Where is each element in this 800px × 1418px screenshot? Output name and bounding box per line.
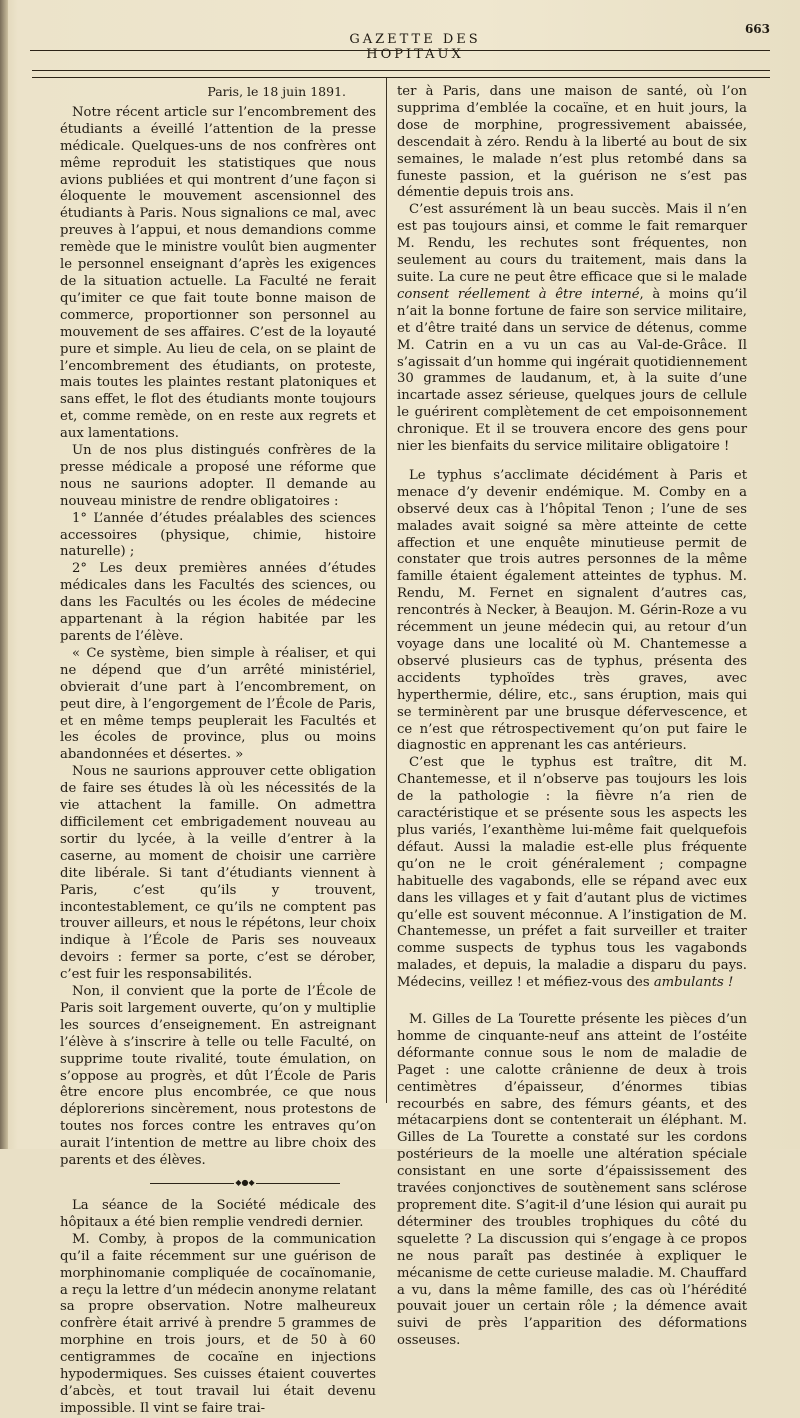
section-break	[397, 992, 747, 1012]
dateline: Paris, le 18 juin 1891.	[207, 84, 346, 99]
column-divider	[386, 78, 387, 1103]
left-column	[60, 84, 376, 1416]
ornament-rule-right	[256, 1183, 340, 1184]
paragraph-text: C’est que le typhus est traître, dit M. Chantemesse, et il n’observe pas toujours les lois de la pathologie : la fièvre n’a rien de caractéristique et se présente sous les aspects les plus variés, l’exanthème lui-même fait quelquefois défaut. Aussi la maladie est-elle plus fréquente qu’on ne le croit généralement ; compagne habituelle des vagabonds, elle se répand avec eux dans les villages et y fait d’autant plus de victimes qu’elle est souvent méconnue. A l’instigation de M. Chantemesse, un préfet a fait surveiller et traiter comme suspects de typhus tous les vagabonds malades, et depuis, la maladie a disparu du pays. Médecins, veillez ! et méfiez-vous des	[397, 755, 747, 991]
paragraph-text: C’est assurément là un beau succès. Mais il n’en est pas toujours ainsi, et comme le fait remarquer M. Rendu, les rechutes sont fréquentes, non seulement au cours du traitement, mais dans la suite. La cure ne peut être efficace que si le malade	[397, 202, 747, 285]
paragraph: Non, il convient que la porte de l’École de Paris soit largement ouverte, qu’on y multiplie les sources d’enseignement. En astreignant l’élève à s’inscrire à telle ou telle Faculté, on supprime toute rivalité, toute émulation, on s’oppose au progrès, et dût l’École de Paris être encore plus encombrée, ce que nous déplorerions sincèrement, nous protestons de toutes nos forces contre les entraves qu’on aurait l’intention de mettre au libre choix des parents et des élèves.	[60, 984, 376, 1169]
paragraph: Notre récent article sur l’encombrement des étudiants a éveillé l’attention de la presse médicale. Quelques-uns de nos confrères ont même reproduit les statistiques que nous avions publiées et qui montrent d’une façon si éloquente le mouvement ascensionnel des étudiants à Paris. Nous signalions ce mal, avec preuves à l’appui, et nous demandions comme remède que le ministre voulût bien augmenter le personnel enseignant d’après les exigences de la situation actuelle. La Faculté ne ferait qu’imiter ce que fait toute bonne maison de commerce, proportionner son personnel au mouvement de ses affaires. C’est de la loyauté pure et simple. Au lieu de cela, on se plaint de l’encombrement des étudiants, on proteste, mais toutes les plaintes restant platoniques et sans effet, le flot des étudiants monte toujours et, comme remède, on en reste aux regrets et aux lamentations.	[60, 104, 376, 442]
page-header	[30, 22, 770, 62]
page-number: 663	[744, 22, 770, 36]
section-break	[397, 456, 747, 468]
paragraph: 1° L’année d’études préalables des sciences accessoires (physique, chimie, histoire naturelle) ;	[60, 510, 376, 560]
journal-title: GAZETTE DES HOPITAUX	[349, 32, 481, 62]
ornament-rule-left	[150, 1183, 234, 1184]
paragraph: Nous ne saurions approuver cette obligation de faire ses études là où les nécessités de la vie attachent la famille. On admettra difficilement cet embrigadement nouveau au sortir du lycée, à la veille d’entrer à la caserne, au moment de choisir une carrière dite libérale. Si tant d’étudiants viennent à Paris, c’est qu’ils y trouvent, incontestablement, ce qu’ils ne comptent pas trouver ailleurs, et nous le répétons, leur choix indique à l’École de Paris ses nouveaux devoirs : fermer sa porte, c’est se dérober, c’est fuir les responsabilités.	[60, 764, 376, 983]
italic-phrase: consent réellement à être interné	[397, 286, 640, 302]
header-rule	[30, 50, 770, 51]
section-ornament	[60, 1178, 376, 1188]
italic-phrase: ambulants !	[653, 975, 734, 991]
paragraph: La séance de la Société médicale des hôpitaux a été bien remplie vendredi dernier.	[60, 1198, 376, 1230]
paragraph: 2° Les deux premières années d’études médicales dans les Facultés des sciences, ou dans les Facultés ou les écoles de médecine appartenant à la région habitée par les parents de l’élève.	[60, 561, 376, 644]
right-column	[397, 84, 747, 1349]
paragraph: ter à Paris, dans une maison de santé, où l’on supprima d’emblée la cocaïne, et en huit jours, la dose de morphine, progressivement abaissée, descendait à zéro. Rendu à la liberté au bout de six semaines, le malade n’est plus retombé dans sa funeste passion, et la guérison ne s’est pas démentie depuis trois ans.	[397, 84, 747, 201]
paragraph	[397, 202, 747, 456]
paragraph: M. Gilles de La Tourette présente les pièces d’un homme de cinquante-neuf ans atteint de l’ostéite déformante connue sous le nom de maladie de Paget : une calotte crânienne de deux à trois centimètres d’épaisseur, d’énormes tibias recourbés en sabre, des fémurs géants, et des métacarpiens dont se contenterait un éléphant. M. Gilles de La Tourette a constaté sur les cordons postérieurs de la moelle une altération spéciale consistant en une sorte d’épaississement des travées conjonctives de soutènement sans sclérose proprement dite. S’agit-il d’une lésion qui aurait pu déterminer des troubles trophiques du côté du squelette ? La discussion qui s’engage à ce propos ne nous paraît pas destinée à expliquer le mécanisme de cette curieuse maladie. M. Chauffard a vu, dans la même famille, des cas où l’hérédité pouvait jouer un certain rôle ; la démence avait suivi de près l’apparition des déformations osseuses.	[397, 1012, 747, 1349]
paragraph	[397, 755, 747, 992]
ornament-diamond-icon: ◆●◆	[235, 1178, 255, 1187]
paragraph: Un de nos plus distingués confrères de la presse médicale a proposé une réforme que nous ne saurions adopter. Il demande au nouveau ministre de rendre obligatoires :	[60, 443, 376, 509]
binding-edge	[0, 0, 8, 1149]
paragraph: M. Comby, à propos de la communication qu’il a faite récemment sur une guérison de morphinomanie compliquée de cocaïnomanie, a reçu la lettre d’un médecin anonyme relatant sa propre observation. Notre malheureux confrère était arrivé à prendre 5 grammes de morphine en trois jours, et de 50 à 60 centigrammes de cocaïne en injections hypodermiques. Ses cuisses étaient couvertes d’abcès, et tout travail lui était devenu impossible. Il vint se faire trai-	[60, 1231, 376, 1416]
paragraph-text: , à moins qu’il n’ait la bonne fortune de faire son service militaire, et d’être traité dans un service de détenus, comme M. Catrin en a vu un cas au Val-de-Grâce. Il s’agissait d’un homme qui ingérait quotidiennement 30 grammes de laudanum, et, à la suite d’une incartade assez sérieuse, quelques jours de cellule le guérirent complètement de cet empoisonnement chronique. Et il se trouvera encore des gens pour nier les bienfaits du service militaire obligatoire !	[397, 286, 747, 455]
double-rule	[32, 70, 770, 78]
paragraph: Le typhus s’acclimate décidément à Paris et menace d’y devenir endémique. M. Comby en a observé deux cas à l’hôpital Tenon ; l’une de ses malades avait soigné sa mère atteinte de cette affection et une enquête minutieuse permit de constater que trois autres personnes de la même famille étaient également atteintes de typhus. M. Rendu, M. Fernet en signalent d’autres cas, rencontrés à Necker, à Beaujon. M. Gérin-Roze a vu récemment un jeune médecin qui, au retour d’un voyage dans une localité où M. Chantemesse a observé plusieurs cas de typhus, présenta des accidents typhoïdes très graves, avec hyperthermie, délire, etc., sans éruption, mais qui se terminèrent par une brusque défervescence, et ce n’est que rétrospectivement qu’on put faire le diagnostic en apprenant les cas antérieurs.	[397, 467, 747, 754]
paragraph: « Ce système, bien simple à réaliser, et qui ne dépend que d’un arrêté ministériel, obvierait d’une part à l’encombrement, on peut dire, à l’engorgement de l’École de Paris, et en même temps peuplerait les Facultés et les écoles de province, plus ou moins abandonnées et désertes. »	[60, 645, 376, 763]
